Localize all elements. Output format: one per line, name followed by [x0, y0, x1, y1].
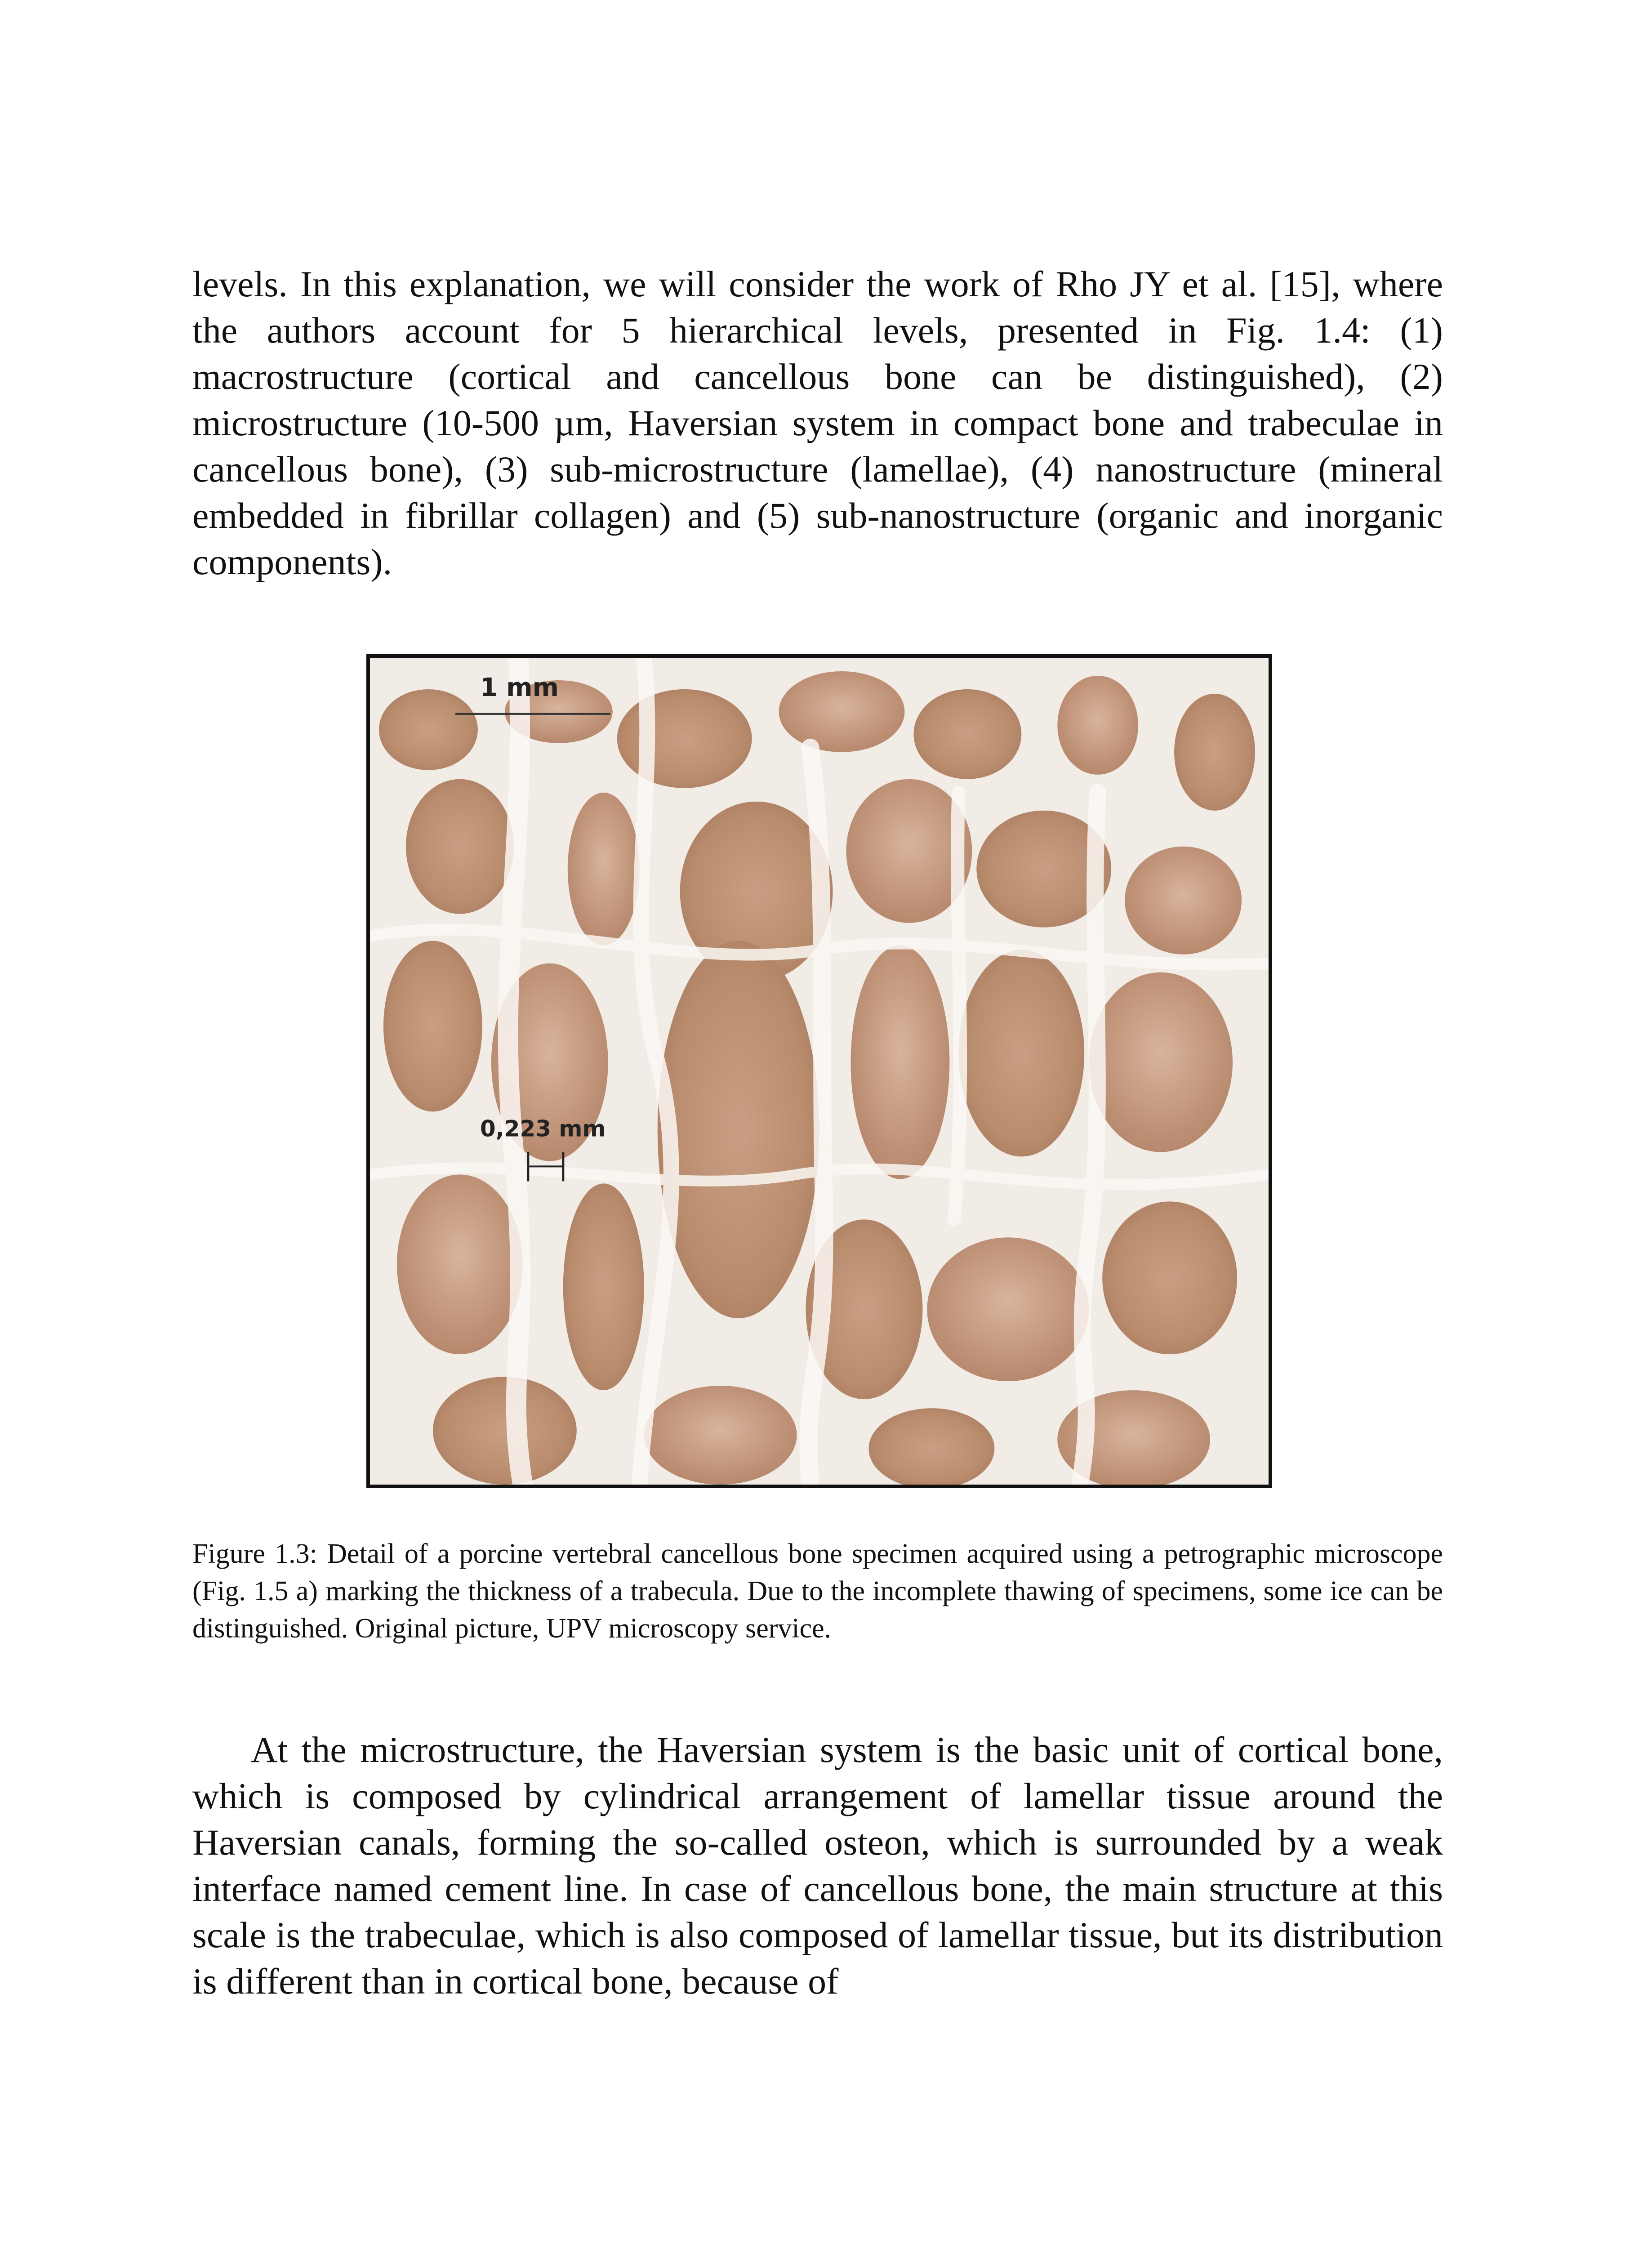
bone-micrograph-image [370, 658, 1269, 1485]
body-paragraph: levels. In this explanation, we will consider the work of Rho JY et al. [15], where the authors account for 5 hierarchical levels, presented in Fig. 1.4: (1) macrostructure (cortical and cancellous bone can be distinguished), (2) microstructure (10-500 µm, Haversian system in compact bone and trabeculae in cancellous bone), (3) sub-microstructure (lamellae), (4) nanostructure (mineral embedded in fibrillar collagen) and (5) sub-nanostructure (organic and inorganic components). [192, 263, 1443, 582]
figure-caption: Figure 1.3: Detail of a porcine vertebral cancellous bone specimen acquired using a petrographic microscope (Fig. 1.5 a) marking the thickness of a trabecula. Due to the incomplete thawing of specimens, some ice can be distinguished. Original picture, UPV microscopy service. [192, 1539, 1443, 1644]
body-paragraph: At the microstructure, the Haversian system is the basic unit of cortical bone, which is composed by cylindrical arrangement of lamellar tissue around the Haversian canals, forming the so-called osteon, which is surrounded by a weak interface named cement line. In case of cancellous bone, the main structure at this scale is the trabeculae, which is also composed of lamellar tissue, but its distribution is different than in cortical bone, because of [192, 1729, 1443, 2002]
scale-bar-label: 1 mm [480, 673, 559, 702]
thickness-label: 0,223 mm [480, 1115, 606, 1142]
bone-micrograph-figure [366, 654, 1272, 1488]
